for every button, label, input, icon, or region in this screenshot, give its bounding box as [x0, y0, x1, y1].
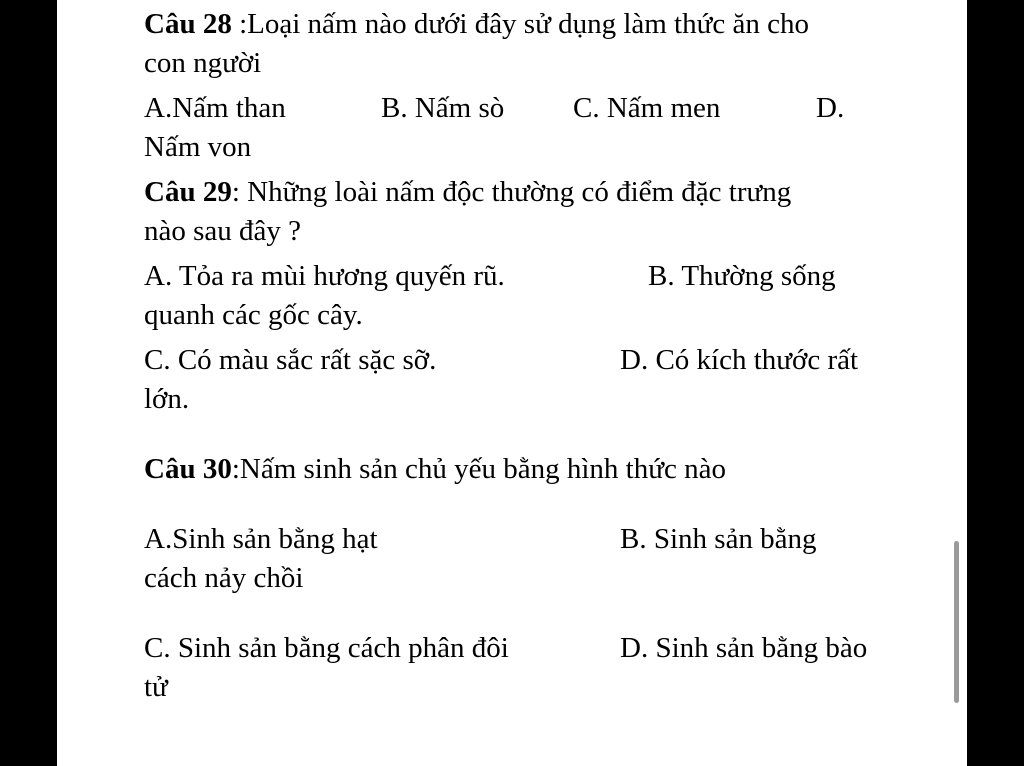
scrollbar[interactable]	[954, 541, 959, 703]
question-30-text: :Nấm sinh sản chủ yếu bằng hình thức nào	[231, 453, 726, 485]
question-30-line	[144, 452, 726, 486]
question-30-option-a[interactable]: A.Sinh sản bằng hạt	[144, 523, 378, 555]
question-29-label: Câu 29	[144, 176, 232, 208]
question-29-line	[144, 175, 791, 209]
question-30-option-b[interactable]: B. Sinh sản bằng	[620, 523, 817, 555]
question-29-option-d[interactable]: D. Có kích thước rất	[620, 344, 859, 376]
question-29-text: : Những loài nấm độc thường có điểm đặc trưng	[231, 176, 792, 208]
question-29-option-b-cont: quanh các gốc cây.	[144, 299, 363, 331]
question-29-option-b[interactable]: B. Thường sống	[648, 260, 836, 292]
question-28-option-c[interactable]: C. Nấm men	[573, 92, 721, 124]
question-30-option-c[interactable]: C. Sinh sản bằng cách phân đôi	[144, 632, 509, 664]
question-29-option-c[interactable]: C. Có màu sắc rất sặc sỡ.	[144, 344, 437, 376]
question-30-label: Câu 30	[144, 453, 232, 485]
question-29-option-d-cont: lớn.	[144, 383, 190, 415]
question-29-option-a[interactable]: A. Tỏa ra mùi hương quyến rũ.	[144, 260, 505, 292]
question-30-option-d-cont: tử	[144, 671, 168, 703]
question-28-option-d[interactable]: D.	[816, 92, 845, 124]
question-28-label: Câu 28	[144, 8, 232, 40]
question-28-option-d-cont: Nấm von	[144, 131, 252, 163]
question-29-text-cont: nào sau đây ?	[144, 215, 302, 247]
question-28-text-cont: con người	[144, 47, 262, 79]
question-28-option-a[interactable]: A.Nấm than	[144, 92, 286, 124]
question-28-text: :Loại nấm nào dưới đây sử dụng làm thức ăn cho	[231, 8, 809, 40]
question-28-line	[144, 7, 809, 41]
question-30-option-d[interactable]: D. Sinh sản bằng bào	[620, 632, 868, 664]
question-30-option-b-cont: cách nảy chồi	[144, 562, 304, 594]
question-28-option-b[interactable]: B. Nấm sò	[381, 92, 505, 124]
